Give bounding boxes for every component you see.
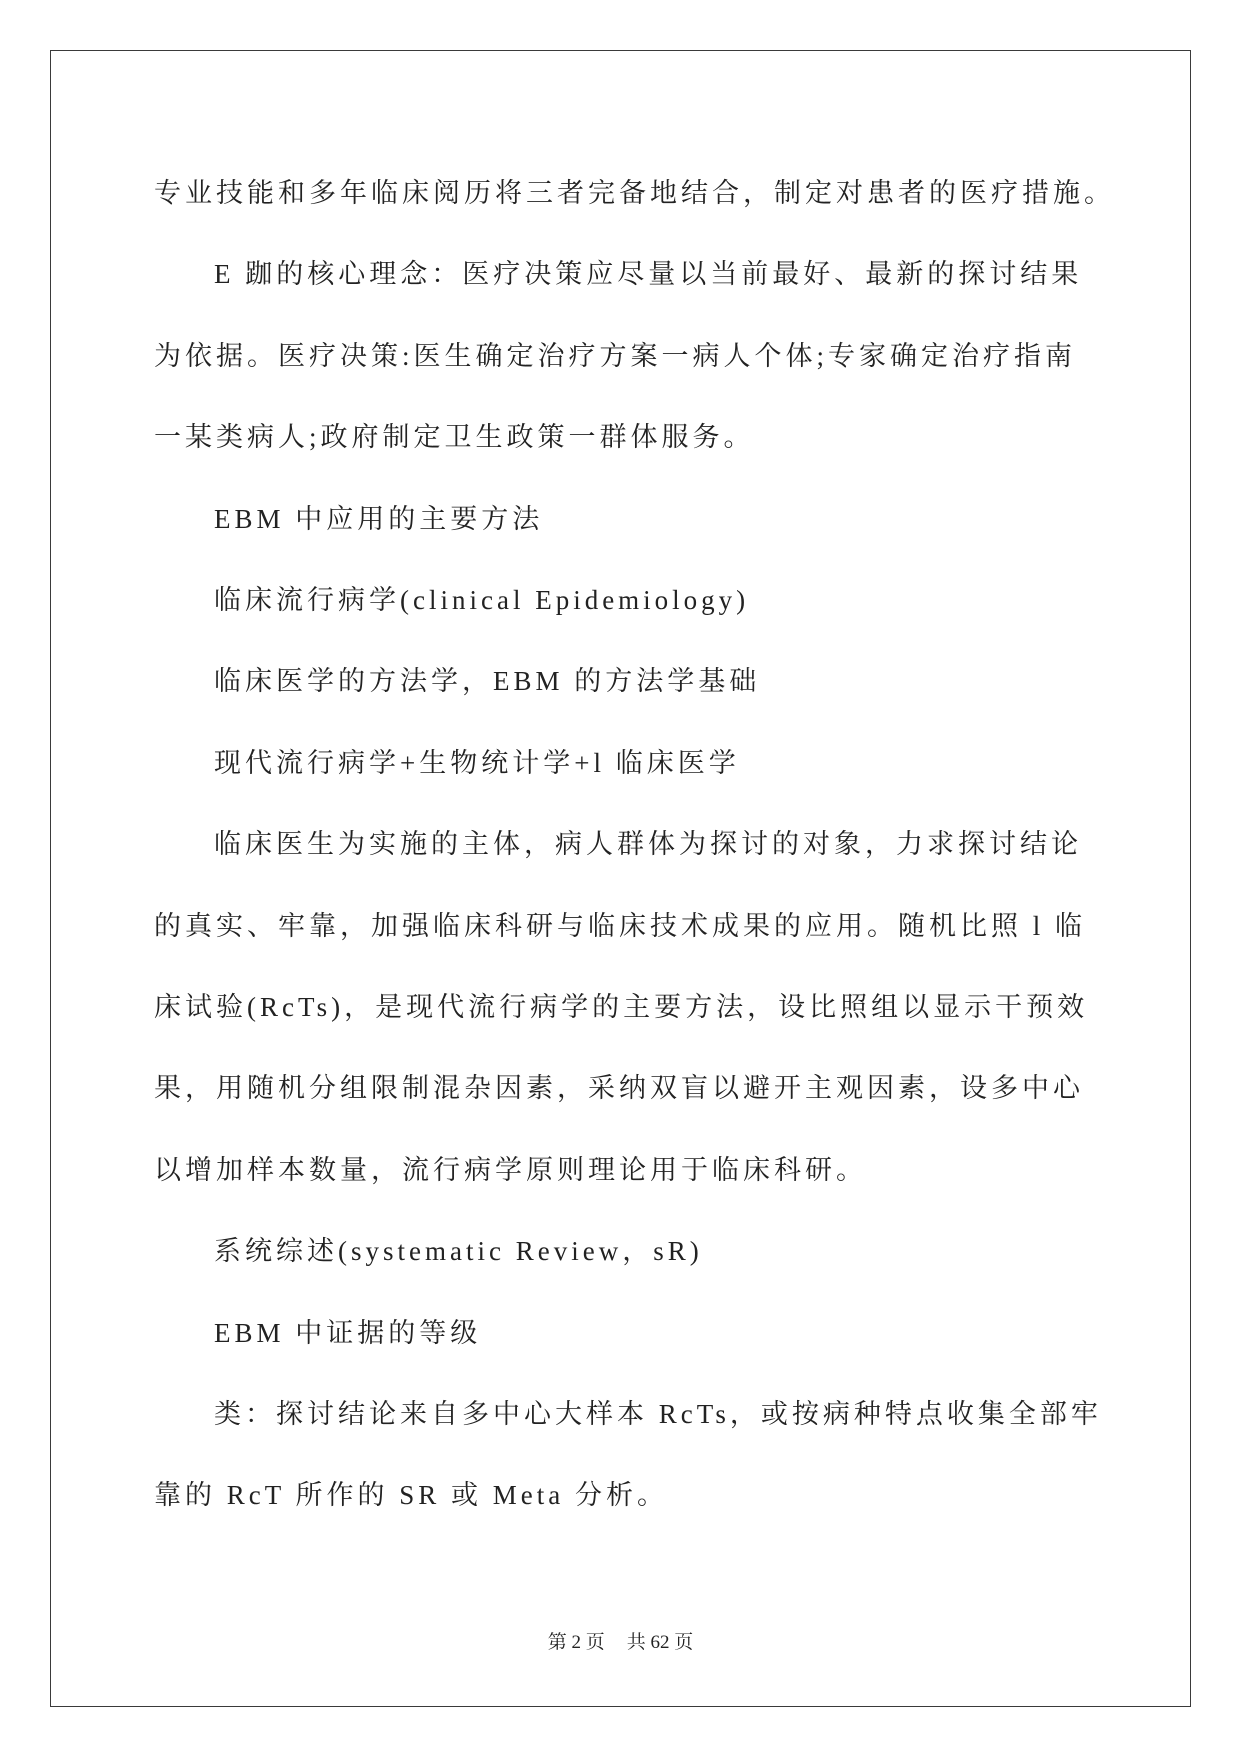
paragraph-line: 床试验(RcTs)，是现代流行病学的主要方法，设比照组以显示干预效 xyxy=(154,992,1089,1022)
section-heading: EBM 中应用的主要方法 xyxy=(214,504,544,534)
paragraph-line: 一某类病人;政府制定卫生政策一群体服务。 xyxy=(154,422,755,452)
paragraph-line: 系统综述(systematic Review，sR) xyxy=(214,1236,703,1266)
paragraph-line: 靠的 RcT 所作的 SR 或 Meta 分析。 xyxy=(154,1480,668,1510)
paragraph-line: E 跏的核心理念：医疗决策应尽量以当前最好、最新的探讨结果 xyxy=(214,259,1083,289)
page-total: 共 62 页 xyxy=(626,1632,694,1653)
paragraph-line: 临床医学的方法学，EBM 的方法学基础 xyxy=(214,666,761,696)
paragraph-line: 现代流行病学+生物统计学+l 临床医学 xyxy=(214,748,740,778)
paragraph-line: 的真实、牢靠，加强临床科研与临床技术成果的应用。随机比照 l 临 xyxy=(154,911,1087,941)
paragraph-line: 临床流行病学(clinical Epidemiology) xyxy=(214,585,750,615)
paragraph-line: 果，用随机分组限制混杂因素，采纳双盲以避开主观因素，设多中心 xyxy=(154,1073,1084,1103)
paragraph-line: 专业技能和多年临床阅历将三者完备地结合，制定对患者的医疗措施。 xyxy=(154,178,1115,208)
paragraph-line: 以增加样本数量，流行病学原则理论用于临床科研。 xyxy=(154,1155,867,1185)
page-number: 第 2 页 xyxy=(547,1632,605,1653)
paragraph-line: 类：探讨结论来自多中心大样本 RcTs，或按病种特点收集全部牢 xyxy=(214,1399,1102,1429)
paragraph-line: 临床医生为实施的主体，病人群体为探讨的对象，力求探讨结论 xyxy=(214,829,1082,859)
paragraph-line: 为依据。医疗决策:医生确定治疗方案一病人个体;专家确定治疗指南 xyxy=(154,341,1077,371)
page-border xyxy=(50,50,1191,1707)
section-heading: EBM 中证据的等级 xyxy=(214,1318,482,1348)
page-footer xyxy=(0,1630,1241,1656)
